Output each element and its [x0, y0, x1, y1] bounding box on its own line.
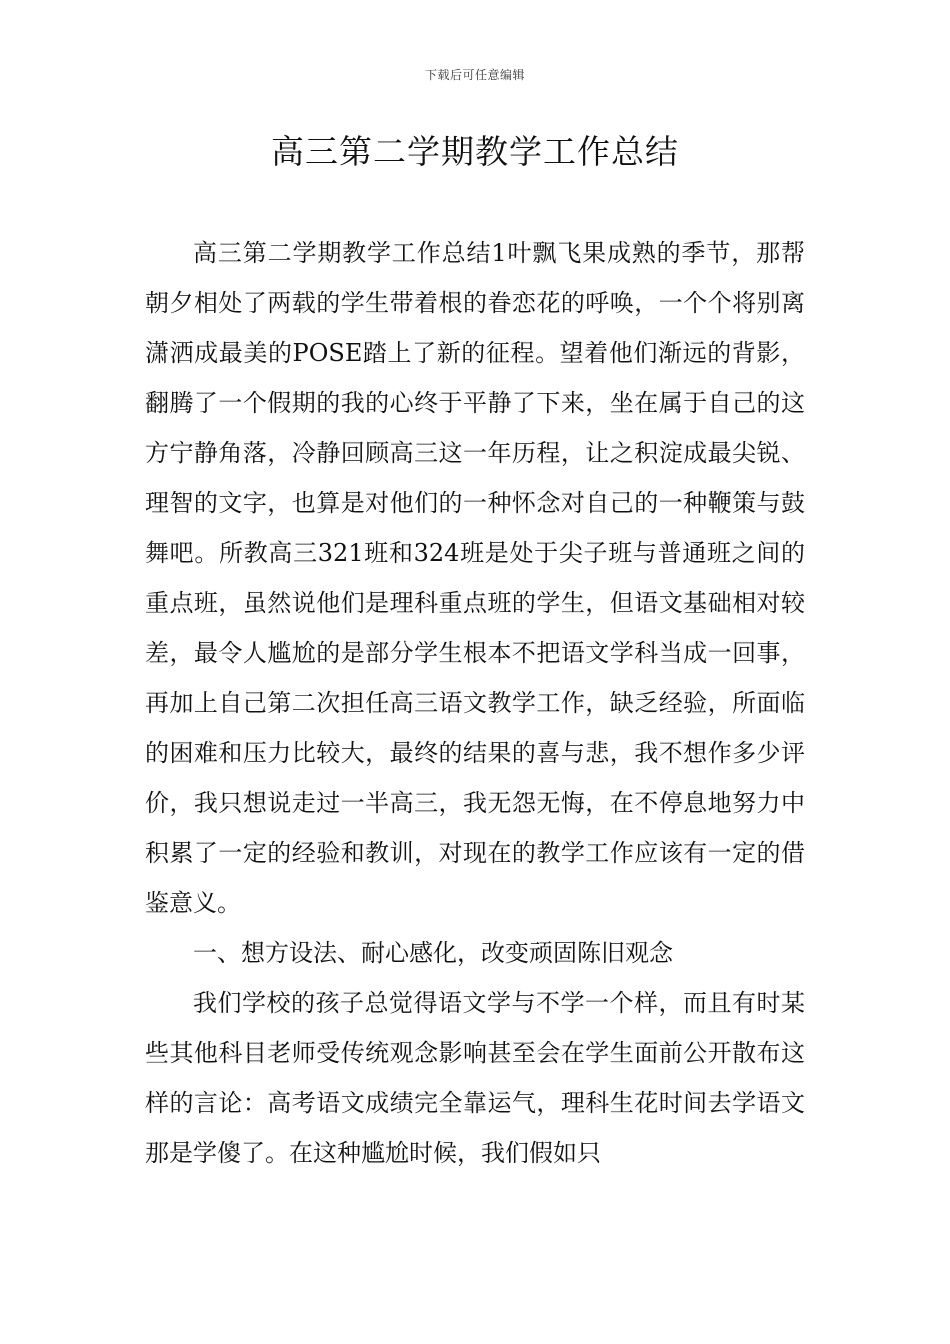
- paragraph-section-1: 我们学校的孩子总觉得语文学与不学一个样，而且有时某些其他科目老师受传统观念影响甚至会在学生面前公开散布这样的言论：高考语文成绩完全靠运气，理科生花时间去学语文那是学傻了。在这种尴尬时候，我们假如只: [145, 989, 805, 1167]
- section-heading-1: 一、想方设法、耐心感化，改变顽固陈旧观念: [193, 939, 673, 967]
- header-note: 下载后可任意编辑: [424, 68, 525, 82]
- page-title: 高三第二学期教学工作总结: [271, 132, 679, 171]
- paragraph-intro: 高三第二学期教学工作总结1叶飘飞果成熟的季节，那帮朝夕相处了两载的学生带着根的眷恋花的呼唤，一个个将别离潇洒成最美的POSE踏上了新的征程。望着他们渐远的背影，翻腾了一个假期的我的心终于平静了下来，坐在属于自己的这方宁静角落，冷静回顾高三这一年历程，让之积淀成最尖锐、理智的文字，也算是对他们的一种怀念对自己的一种鞭策与鼓舞吧。所教高三321班和324班是处于尖子班与普通班之间的重点班，虽然说他们是理科重点班的学生，但语文基础相对较差，最令人尴尬的是部分学生根本不把语文学科当成一回事，再加上自己第二次担任高三语文教学工作，缺乏经验，所面临的困难和压力比较大，最终的结果的喜与悲，我不想作多少评价，我只想说走过一半高三，我无怨无悔，在不停息地努力中积累了一定的经验和教训，对现在的教学工作应该有一定的借鉴意义。: [145, 239, 805, 917]
- document-body: [145, 228, 805, 1178]
